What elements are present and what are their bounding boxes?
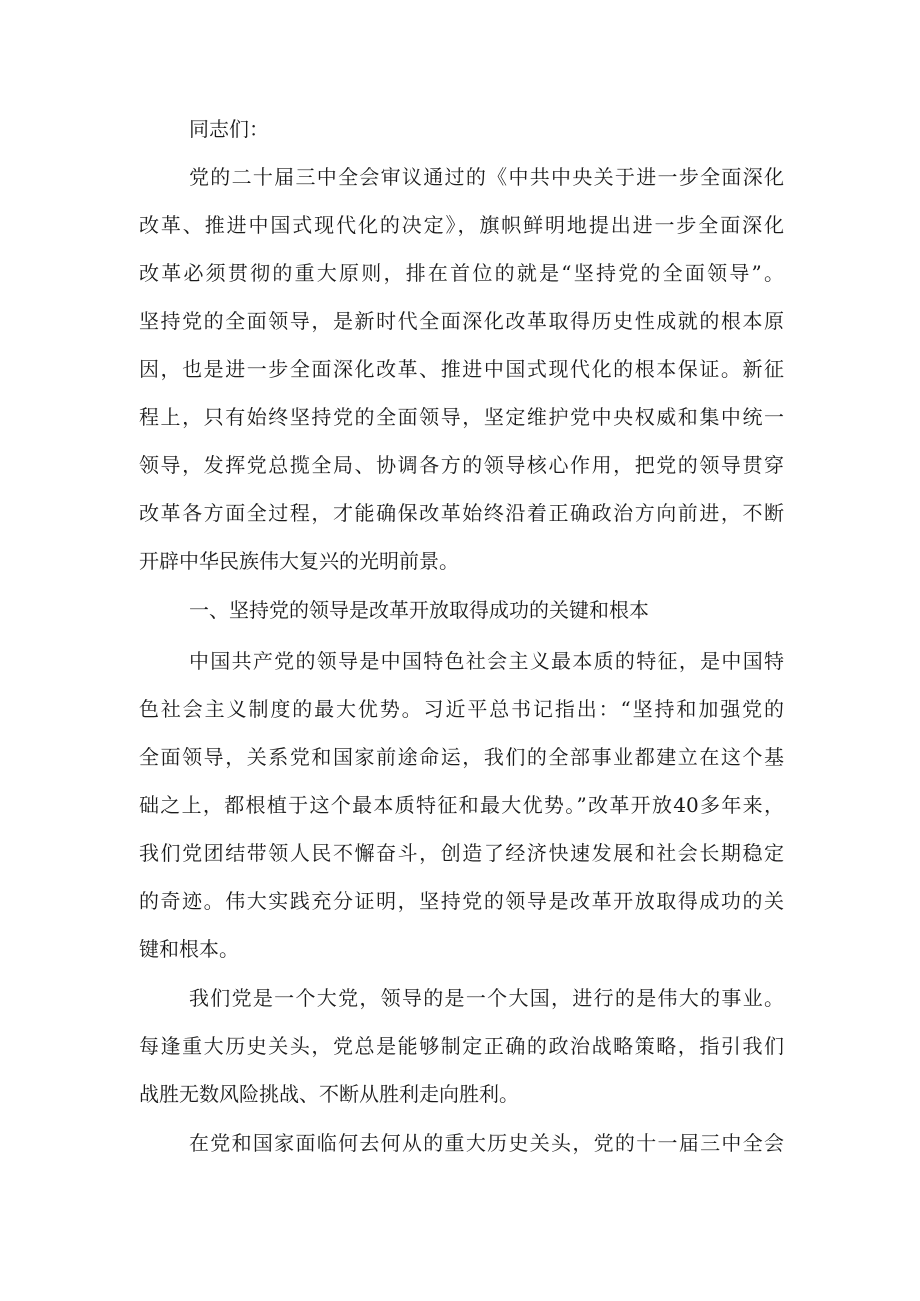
paragraph-2-line-3: 全面领导，关系党和国家前途命运，我们的全部事业都建立在这个基 bbox=[139, 745, 784, 769]
paragraph-2-line-2: 色社会主义制度的最大优势。习近平总书记指出：“坚持和加强党的 bbox=[139, 697, 784, 721]
paragraph-3-line-2: 每逢重大历史关头，党总是能够制定正确的政治战略策略，指引我们 bbox=[139, 1034, 784, 1058]
section-heading-1: 一、坚持党的领导是改革开放取得成功的关键和根本 bbox=[189, 598, 649, 622]
paragraph-3-line-1: 我们党是一个大党，领导的是一个大国，进行的是伟大的事业。 bbox=[189, 986, 784, 1010]
paragraph-1-line-8: 改革各方面全过程，才能确保改革始终沿着正确政治方向前进，不断 bbox=[139, 501, 784, 525]
paragraph-4-line-1: 在党和国家面临何去何从的重大历史关头，党的十一届三中全会 bbox=[189, 1131, 784, 1155]
paragraph-1-line-1: 党的二十届三中全会审议通过的《中共中央关于进一步全面深化 bbox=[189, 165, 784, 189]
paragraph-1-line-2: 改革、推进中国式现代化的决定》，旗帜鲜明地提出进一步全面深化 bbox=[139, 213, 784, 237]
paragraph-1-line-5: 因，也是进一步全面深化改革、推进中国式现代化的根本保证。新征 bbox=[139, 357, 784, 381]
paragraph-1-line-3: 改革必须贯彻的重大原则，排在首位的就是“坚持党的全面领导”。 bbox=[139, 261, 784, 285]
paragraph-2-line-4: 础之上，都根植于这个最本质特征和最大优势。”改革开放40多年来， bbox=[139, 793, 784, 817]
paragraph-2-line-5: 我们党团结带领人民不懈奋斗，创造了经济快速发展和社会长期稳定 bbox=[139, 841, 784, 865]
salutation: 同志们： bbox=[189, 117, 269, 141]
paragraph-2-line-6: 的奇迹。伟大实践充分证明，坚持党的领导是改革开放取得成功的关 bbox=[139, 889, 784, 913]
paragraph-1-line-6: 程上，只有始终坚持党的全面领导，坚定维护党中央权威和集中统一 bbox=[139, 405, 784, 429]
paragraph-1-line-9: 开辟中华民族伟大复兴的光明前景。 bbox=[139, 549, 459, 573]
paragraph-1-line-4: 坚持党的全面领导，是新时代全面深化改革取得历史性成就的根本原 bbox=[139, 309, 784, 333]
paragraph-1-line-7: 领导，发挥党总揽全局、协调各方的领导核心作用，把党的领导贯穿 bbox=[139, 453, 784, 477]
paragraph-3-line-3: 战胜无数风险挑战、不断从胜利走向胜利。 bbox=[139, 1082, 519, 1106]
paragraph-2-line-1: 中国共产党的领导是中国特色社会主义最本质的特征，是中国特 bbox=[189, 649, 784, 673]
paragraph-2-line-7: 键和根本。 bbox=[139, 937, 239, 961]
